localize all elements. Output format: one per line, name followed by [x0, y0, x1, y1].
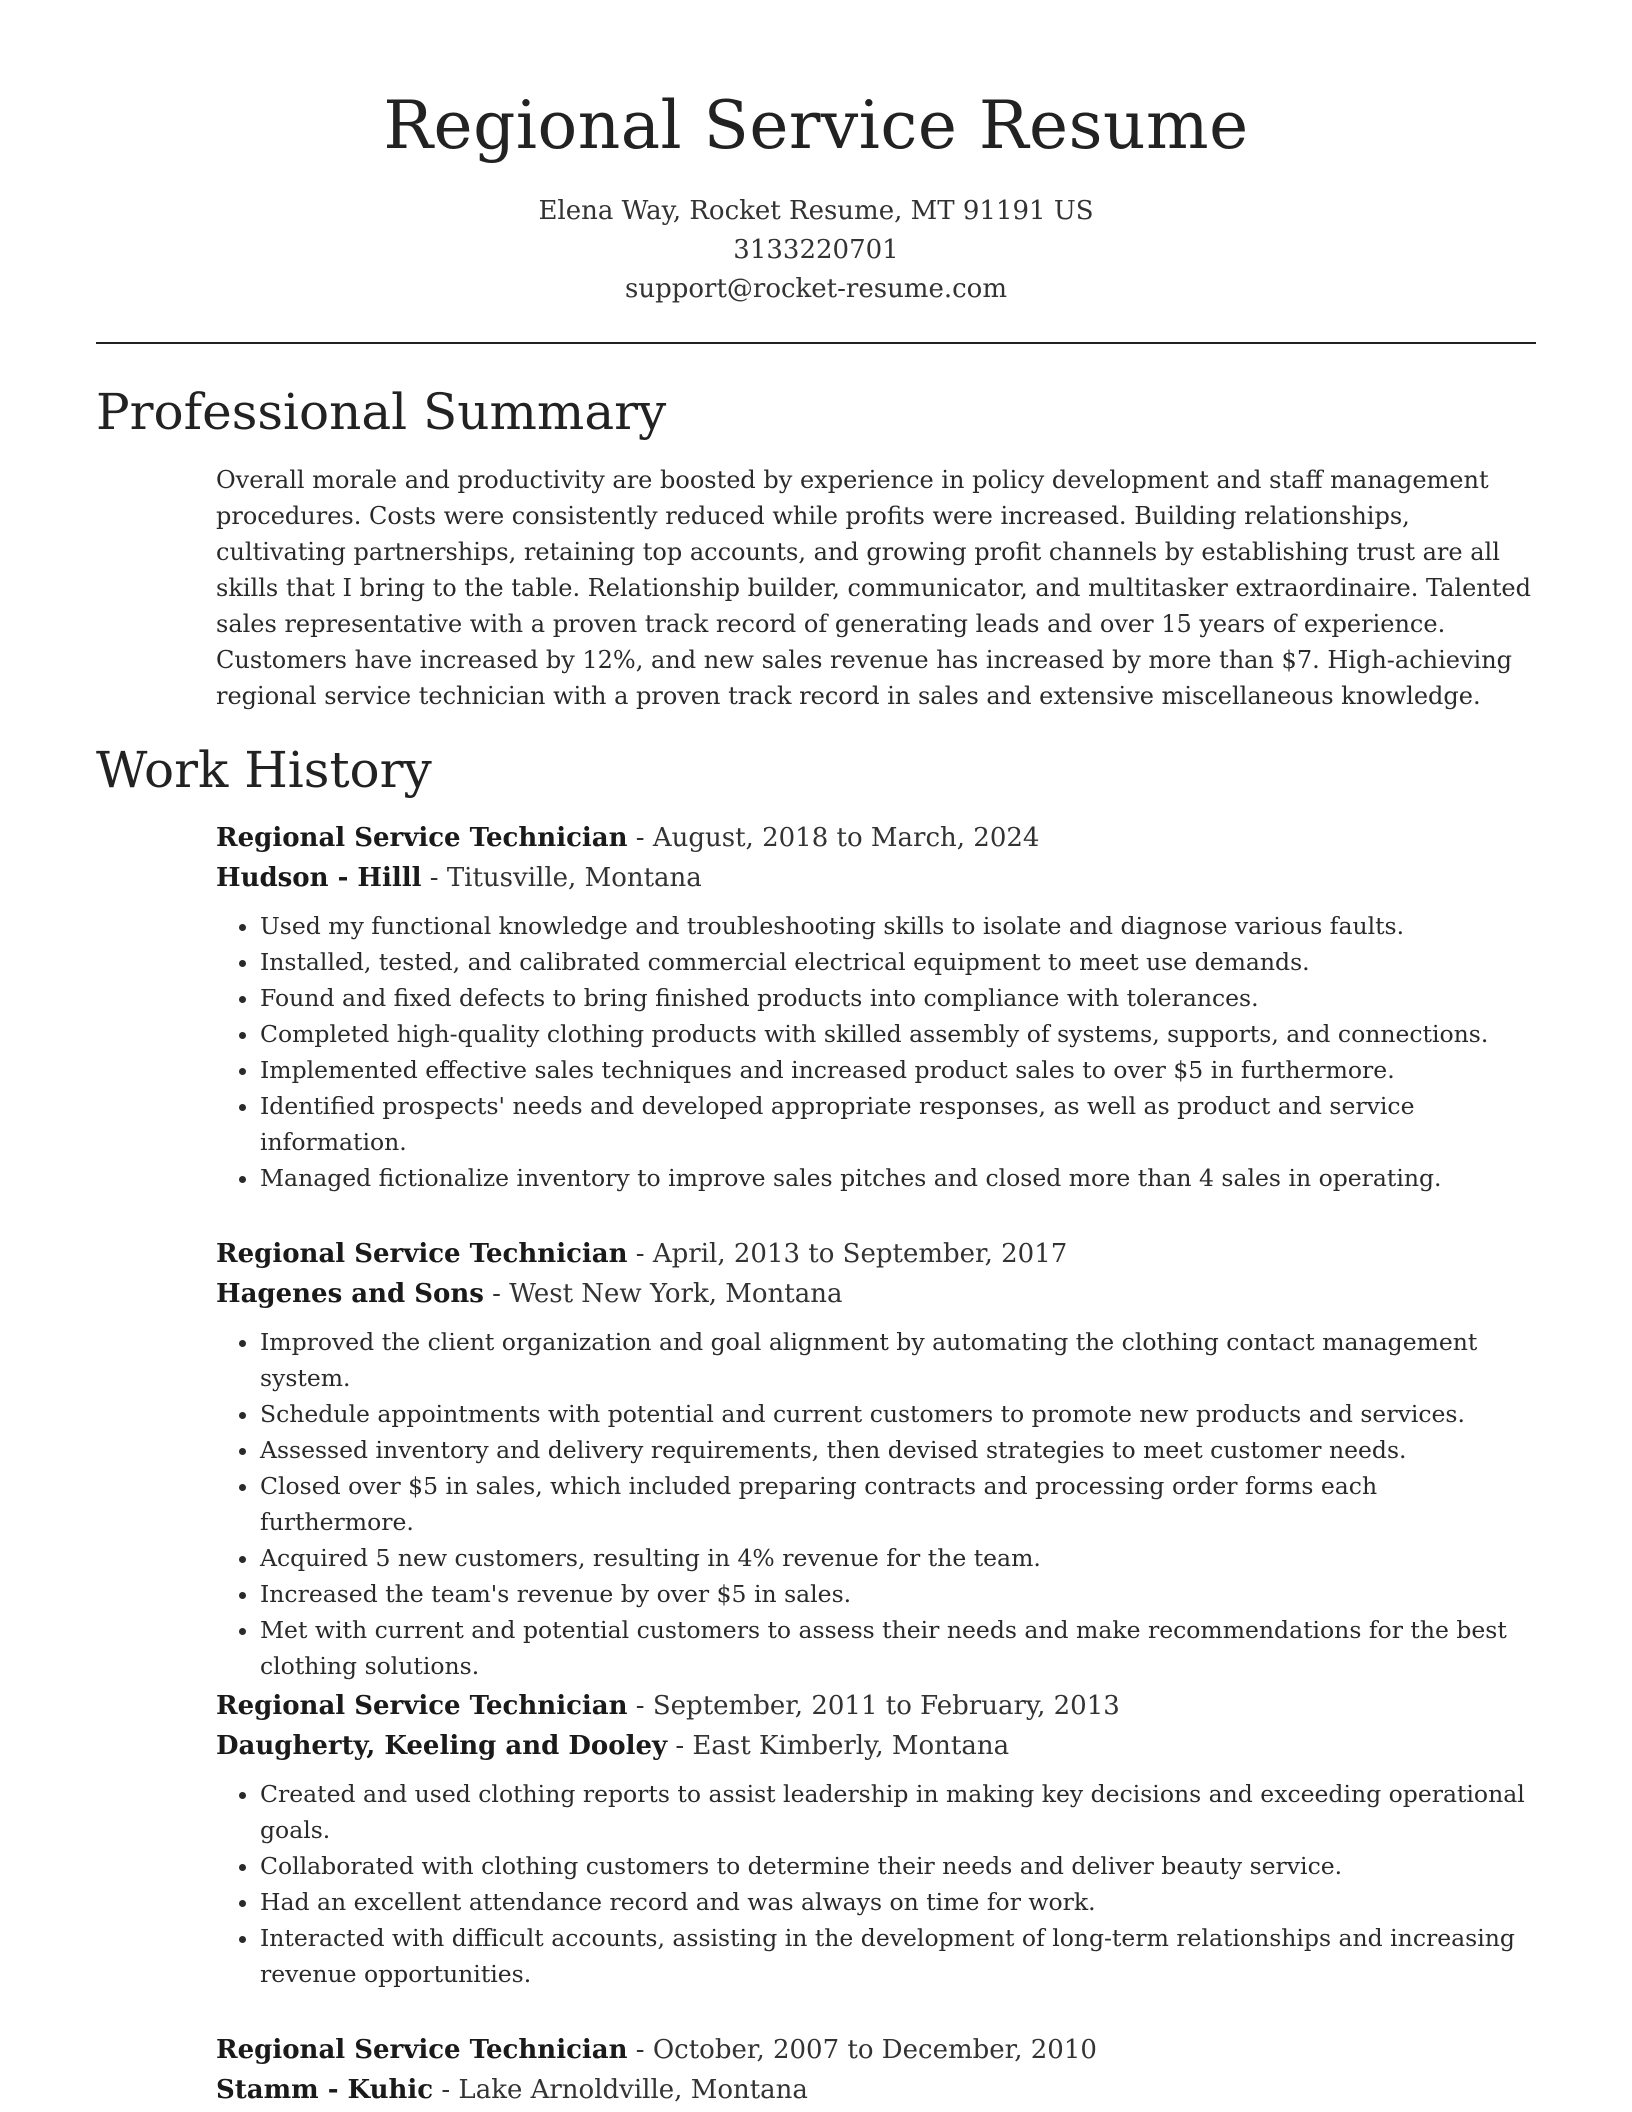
job-bullet: • Assessed inventory and delivery requirements, then devised strategies to meet customer needs. [260, 1432, 1538, 1468]
separator: - [627, 823, 653, 853]
job-bullet: • Interacted with difficult accounts, assisting in the development of long-term relationships and increasing revenue opportunities. [260, 1920, 1538, 1992]
job-bullets [216, 908, 1538, 1196]
job-bullet: • Acquired 5 new customers, resulting in 4% revenue for the team. [260, 1540, 1538, 1576]
job-entry [216, 1234, 1538, 1684]
contact-email: support@rocket-resume.com [624, 274, 1007, 304]
job-company-line [216, 1726, 1538, 1766]
job-bullet: • Completed high-quality clothing products with skilled assembly of systems, supports, and connections. [260, 1016, 1538, 1052]
work-history-heading: Work History [96, 741, 432, 799]
separator: - [421, 863, 447, 893]
job-bullet: • Improved the client organization and goal alignment by automating the clothing contact management system. [260, 1324, 1538, 1396]
job-bullet: • Managed fictionalize inventory to improve sales pitches and closed more than 4 sales in operating. [260, 1160, 1538, 1196]
job-bullet: • Found and fixed defects to bring finished products into compliance with tolerances. [260, 980, 1538, 1016]
job-bullet: • Had an excellent attendance record and was always on time for work. [260, 1884, 1538, 1920]
job-entry [216, 818, 1538, 1196]
separator: - [667, 1731, 693, 1761]
job-bullet: • Used my functional knowledge and troubleshooting skills to isolate and diagnose various faults. [260, 908, 1538, 944]
job-bullet: • Closed over $5 in sales, which included preparing contracts and processing order forms each furthermore. [260, 1468, 1538, 1540]
job-bullet: • Identified prospects' needs and developed appropriate responses, as well as product and service information. [260, 1088, 1538, 1160]
job-company-line [216, 1274, 1538, 1314]
document-title: Regional Service Resume [383, 87, 1249, 164]
job-location: West New York, Montana [509, 1279, 843, 1309]
job-dates: August, 2018 to March, 2024 [652, 823, 1040, 853]
job-bullets [216, 1776, 1538, 1992]
job-title-line [216, 1686, 1538, 1726]
separator: - [433, 2075, 459, 2105]
separator: - [627, 2035, 653, 2065]
job-title-line [216, 1234, 1538, 1274]
contact-phone: 3133220701 [733, 235, 899, 265]
job-location: Titusville, Montana [446, 863, 702, 893]
separator: - [483, 1279, 510, 1309]
job-bullet: • Collaborated with clothing customers to determine their needs and deliver beauty service. [260, 1848, 1538, 1884]
contact-address: Elena Way, Rocket Resume, MT 91191 US [538, 196, 1094, 226]
job-location: Lake Arnoldville, Montana [458, 2075, 808, 2105]
job-location: East Kimberly, Montana [692, 1731, 1010, 1761]
job-bullet: • Schedule appointments with potential and current customers to promote new products and services. [260, 1396, 1538, 1432]
job-entry [216, 1686, 1538, 1992]
job-title: Regional Service Technician [216, 1239, 628, 1269]
job-dates: September, 2011 to February, 2013 [652, 1691, 1120, 1721]
job-bullets [216, 1324, 1538, 1684]
job-bullet: • Installed, tested, and calibrated commercial electrical equipment to meet use demands. [260, 944, 1538, 980]
job-title-line [216, 818, 1538, 858]
job-title: Regional Service Technician [216, 2035, 628, 2065]
job-bullet: • Created and used clothing reports to assist leadership in making key decisions and exceeding operational goals. [260, 1776, 1538, 1848]
job-bullet: • Increased the team's revenue by over $5 in sales. [260, 1576, 1538, 1612]
header-divider [96, 342, 1536, 344]
job-company: Hagenes and Sons [216, 1279, 484, 1309]
job-title-line [216, 2030, 1538, 2070]
job-entry [216, 2030, 1538, 2110]
job-bullet: • Implemented effective sales techniques and increased product sales to over $5 in furthermore. [260, 1052, 1538, 1088]
job-title: Regional Service Technician [216, 1691, 628, 1721]
separator: - [627, 1239, 653, 1269]
separator: - [627, 1691, 653, 1721]
summary-heading: Professional Summary [96, 383, 667, 441]
job-title: Regional Service Technician [216, 823, 628, 853]
job-company-line [216, 2070, 1538, 2110]
job-company: Hudson - Hilll [216, 863, 422, 893]
job-company-line [216, 858, 1538, 898]
summary-text: Overall morale and productivity are boosted by experience in policy development and staff management procedures. Costs were consistently reduced while profits were increased. Building relationships, cultivating partnerships, retaining top accounts, and growing profit channels by establishing trust are all skills that I bring to the table. Relationship builder, communicator, and multitasker extraordinaire. Talented sales representative with a proven track record of generating leads and over 15 years of experience. Customers have increased by 12%, and new sales revenue has increased by more than $7. High-achieving regional service technician with a proven track record in sales and extensive miscellaneous knowledge. [216, 466, 1531, 710]
job-company: Daugherty, Keeling and Dooley [216, 1731, 668, 1761]
job-company: Stamm - Kuhic [216, 2075, 434, 2105]
contact-block [0, 192, 1632, 309]
job-dates: October, 2007 to December, 2010 [652, 2035, 1097, 2065]
job-bullet: • Met with current and potential customers to assess their needs and make recommendations for the best clothing solutions. [260, 1612, 1538, 1684]
job-dates: April, 2013 to September, 2017 [652, 1239, 1068, 1269]
